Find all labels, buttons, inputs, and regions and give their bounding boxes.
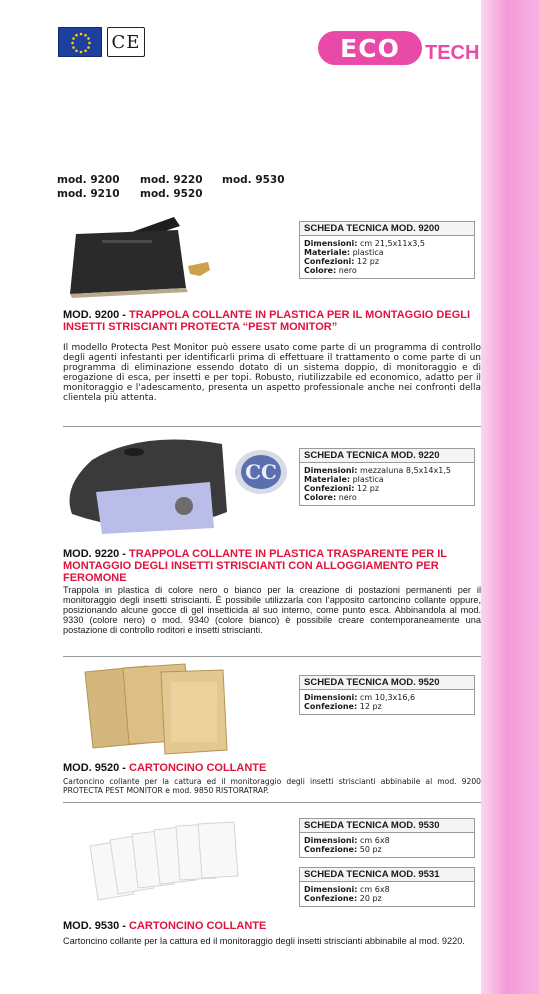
model-code: mod. 9220 xyxy=(140,174,203,186)
model-list-2 xyxy=(140,173,203,201)
spec-row: Dimensioni: mezzaluna 8,5x14x1,5 xyxy=(304,466,451,475)
spec-row: Confezioni: 12 pz xyxy=(304,257,380,266)
section-text-9220: Trappola in plastica di colore nero o bianco per la creazione di postazioni permanenti per il monitoraggio degli insetti striscianti. È possibile utilizzarla con l’apposito cartoncino collante oppure, posizionando alcune gocce di gel insetticida al suo interno, come punto esca. Abbinandola al mod. 9330 (colore nero) o mod. 9340 (colore bianco) è possibile creare contemporaneamente una postazione di controllo roditori e insetti striscianti. xyxy=(63,585,481,635)
spec-sheet-9531 xyxy=(299,867,475,907)
model-list-1 xyxy=(57,173,120,201)
spec-row: Colore: nero xyxy=(304,493,357,502)
section-heading-9520: MOD. 9520 - CARTONCINO COLLANTE xyxy=(63,762,267,774)
spec-title: SCHEDA TECNICA MOD. 9220 xyxy=(300,449,474,463)
spec-row: Confezioni: 12 pz xyxy=(304,484,380,493)
spec-title: SCHEDA TECNICA MOD. 9530 xyxy=(300,819,474,833)
model-code: mod. 9520 xyxy=(140,188,203,200)
section-heading-9530: MOD. 9530 - CARTONCINO COLLANTE xyxy=(63,920,267,932)
glue-cards-image xyxy=(65,662,230,758)
section-heading-9200: MOD. 9200 - TRAPPOLA COLLANTE IN PLASTICA PER IL MONTAGGIO DEGLI INSETTI STRISCIANTI PROTECTA “PEST MONITOR” xyxy=(63,309,471,333)
eco-tech-logo xyxy=(318,28,480,68)
spec-row: Confezione: 12 pz xyxy=(304,702,382,711)
spec-row: Materiale: plastica xyxy=(304,475,384,484)
spec-sheet-9520 xyxy=(299,675,475,715)
divider xyxy=(63,656,481,657)
spec-row: Confezione: 50 pz xyxy=(304,845,382,854)
svg-text:ECO: ECO xyxy=(340,34,400,63)
section-heading-9220: MOD. 9220 - TRAPPOLA COLLANTE IN PLASTICA TRASPARENTE PER IL MONTAGGIO DEGLI INSETTI STRISCIANTI CON ALLOGGIAMENTO PER FEROMONE xyxy=(63,548,447,584)
spec-sheet-9220 xyxy=(299,448,475,506)
spec-title: SCHEDA TECNICA MOD. 9531 xyxy=(300,868,474,882)
model-code: mod. 9200 xyxy=(57,174,120,186)
model-code: mod. 9530 xyxy=(222,174,285,186)
section-text-9530: Cartoncino collante per la cattura ed il monitoraggio degli insetti striscianti abbinabile al mod. 9220. xyxy=(63,936,465,946)
divider xyxy=(63,802,481,803)
white-cards-image xyxy=(80,816,250,906)
black-trap-image xyxy=(62,212,232,302)
spec-row: Confezione: 20 pz xyxy=(304,894,382,903)
spec-row: Dimensioni: cm 6x8 xyxy=(304,836,390,845)
spec-row: Dimensioni: cm 21,5x11x3,5 xyxy=(304,239,425,248)
eu-flag-icon xyxy=(58,27,102,57)
spec-row: Colore: nero xyxy=(304,266,357,275)
svg-text:CC: CC xyxy=(245,460,277,484)
svg-text:TECH: TECH xyxy=(425,42,480,64)
section-text-9200: Il modello Protecta Pest Monitor può essere usato come parte di un programma di controllo degli agenti infestanti per identificarli prima di effettuare il trattamento o come parte di un programma di eliminazione essendo dotato di un sistema doppio, di monitoraggio e di erogazione di esca, per insetti e per topi. Robusto, riutilizzabile ed economico, adatto per il monitoraggio e l'adescamento, presenta un aspetto professionale anche nei confronti della clientela più attenta. xyxy=(63,343,481,403)
spec-sheet-9200 xyxy=(299,221,475,279)
pink-sidebar xyxy=(481,0,539,994)
model-code: mod. 9210 xyxy=(57,188,120,200)
spec-row: Materiale: plastica xyxy=(304,248,384,257)
spec-row: Dimensioni: cm 6x8 xyxy=(304,885,390,894)
ce-mark-icon: CE xyxy=(107,27,145,57)
halfmoon-trap-image xyxy=(62,432,242,542)
spec-title: SCHEDA TECNICA MOD. 9520 xyxy=(300,676,474,690)
spec-title: SCHEDA TECNICA MOD. 9200 xyxy=(300,222,474,236)
model-list-3 xyxy=(222,173,285,187)
cc-badge-icon xyxy=(232,447,290,497)
spec-row: Dimensioni: cm 10,3x16,6 xyxy=(304,693,416,702)
divider xyxy=(63,426,481,427)
spec-sheet-9530 xyxy=(299,818,475,858)
section-text-9520: Cartoncino collante per la cattura ed il monitoraggio degli insetti striscianti abbinabile al mod. 9200 PROTECTA PEST MONITOR e mod. 9850 RISTORATRAP. xyxy=(63,777,481,795)
